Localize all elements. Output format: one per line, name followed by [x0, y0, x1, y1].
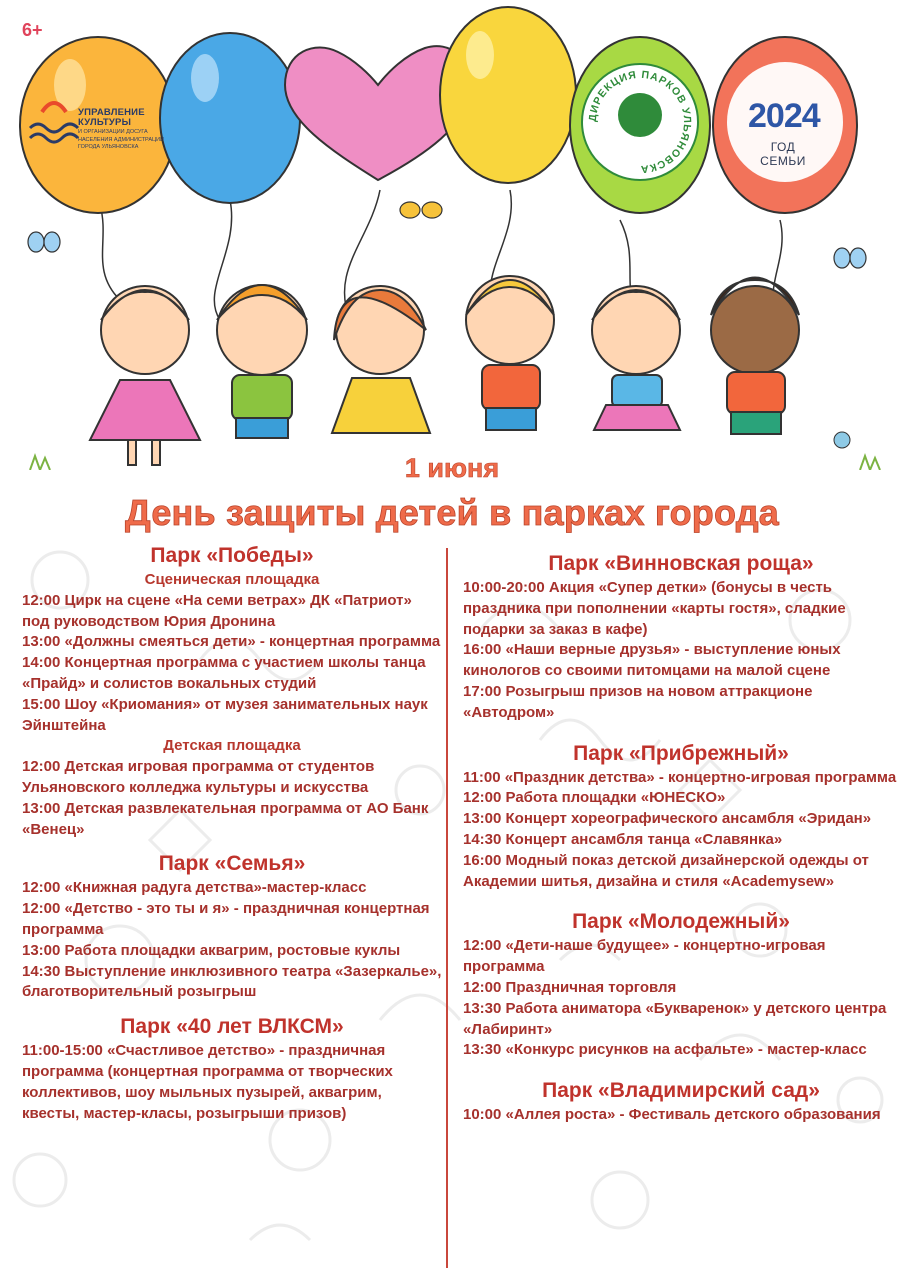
park-block: [22, 1013, 442, 1124]
column-divider: [446, 548, 448, 1268]
event-item: 12:00 Работа площадки «ЮНЕСКО»: [463, 789, 726, 807]
page-title: День защиты детей в парках города: [125, 492, 779, 533]
left-column: [22, 542, 442, 1124]
park-title: Парк «Прибрежный»: [573, 741, 789, 765]
culture-dept-sub-line1: И ОРГАНИЗАЦИИ ДОСУГА: [78, 128, 148, 135]
park-block: [463, 740, 899, 893]
event-item: 14:00 Концертная программа с участием школы танца «Прайд» и солистов вокальных студий: [22, 654, 426, 692]
park-block: [463, 550, 899, 724]
culture-dept-sub-line2: НАСЕЛЕНИЯ АДМИНИСТРАЦИИ: [78, 136, 164, 143]
blue-balloon: [160, 33, 300, 203]
park-title: Парк «Владимирский сад»: [542, 1079, 820, 1103]
header-illustration: [0, 0, 904, 470]
svg-text:ДИРЕКЦИЯ ПАРКОВ УЛЬЯНОВСКА: [587, 69, 693, 175]
event-item: 12:00 Праздничная торговля: [463, 978, 677, 996]
event-item: 12:00 «Дети-наше будущее» - концертно-игровая программа: [463, 937, 826, 976]
right-column: [463, 550, 899, 1126]
event-item: 13:00 Детская развлекательная программа от АО Банк «Венец»: [22, 799, 429, 838]
park-subsection-title: Детская площадка: [163, 737, 301, 755]
event-item: 14:30 Концерт ансамбля танца «Славянка»: [463, 830, 783, 848]
children-illustration: [90, 276, 799, 465]
culture-dept-name-line1: УПРАВЛЕНИЕ: [78, 107, 145, 118]
park-block: [22, 850, 442, 1003]
event-item: 10:00 «Аллея роста» - Фестиваль детского образования: [463, 1106, 881, 1124]
event-item: 12:00 «Детство - это ты и я» - праздничная концертная программа: [22, 900, 430, 938]
event-item: 15:00 Шоу «Криомания» от музея занимательных наук Эйнштейна: [22, 695, 428, 734]
event-date: 1 июня: [404, 453, 500, 483]
parks-directorate-name: ДИРЕКЦИЯ ПАРКОВ УЛЬЯНОВСКА: [586, 68, 694, 176]
event-item: 13:30 Работа аниматора «Букваренок» у детского центра «Лабиринт»: [463, 999, 887, 1038]
park-block: [463, 908, 899, 1061]
park-title: Парк «Винновская роща»: [548, 552, 814, 575]
year-of-family-subtitle: ГОД СЕМЬИ: [760, 140, 806, 168]
event-item: 11:00 «Праздник детства» - концертно-игровая программа: [463, 768, 897, 786]
park-title: Парк «40 лет ВЛКСМ»: [120, 1015, 344, 1039]
culture-dept-logo: [78, 108, 164, 151]
park-block: [463, 1077, 899, 1126]
age-rating: 6+: [22, 20, 43, 40]
event-item: 17:00 Розыгрыш призов на новом аттракционе «Автодром»: [463, 682, 813, 721]
event-item: 14:30 Выступление инклюзивного театра «Зазеркалье», благотворительный розыгрыш: [22, 962, 442, 1001]
park-title: Парк «Молодежный»: [572, 910, 790, 934]
culture-dept-name-line2: КУЛЬТУРЫ: [78, 116, 132, 128]
event-item: 13:00 «Должны смеяться дети» - концертная программа: [22, 633, 441, 651]
culture-dept-sub-line3: ГОРОДА УЛЬЯНОВСКА: [78, 144, 139, 151]
event-item: 13:00 Работа площадки аквагрим, ростовые куклы: [22, 941, 401, 959]
event-item: 16:00 Модный показ детской дизайнерской одежды от Академии шитья, дизайна и стиля «Academysew»: [463, 851, 869, 890]
butterfly-icon: [400, 202, 442, 218]
park-subsection-title: Сценическая площадка: [144, 571, 320, 588]
event-item: 11:00-15:00 «Счастливое детство» - праздничная программа (концертная программа от творческих коллективов, шоу мыльных пузырей, аквагрим, квесты, мастер-класы, розыгрыши призов): [22, 1042, 393, 1122]
year-of-family-year: 2024: [748, 97, 820, 135]
event-item: 13:00 Концерт хореографического ансамбля «Эридан»: [463, 810, 872, 828]
yellow-balloon: [440, 7, 576, 183]
event-item: 13:30 «Конкурс рисунков на асфальте» - мастер-класс: [463, 1041, 867, 1059]
event-item: 12:00 «Книжная радуга детства»-мастер-класс: [22, 879, 367, 897]
event-item: 12:00 Детская игровая программа от студентов Ульяновского колледжа культуры и искусства: [22, 758, 375, 796]
parks-directorate-logo: [582, 64, 698, 180]
park-block: [22, 542, 442, 840]
park-title: Парк «Победы»: [150, 544, 314, 567]
event-item: 10:00-20:00 Акция «Супер детки» (бонусы в честь праздника при пополнении «карты гостя», сладкие подарки за заказ в кафе): [463, 579, 846, 638]
event-item: 16:00 «Наши верные друзья» - выступление юных кинологов со своими питомцами на малой сцене: [463, 641, 841, 680]
park-title: Парк «Семья»: [158, 852, 306, 876]
event-item: 12:00 Цирк на сцене «На семи ветрах» ДК «Патриот» под руководством Юрия Дронина: [22, 591, 412, 630]
